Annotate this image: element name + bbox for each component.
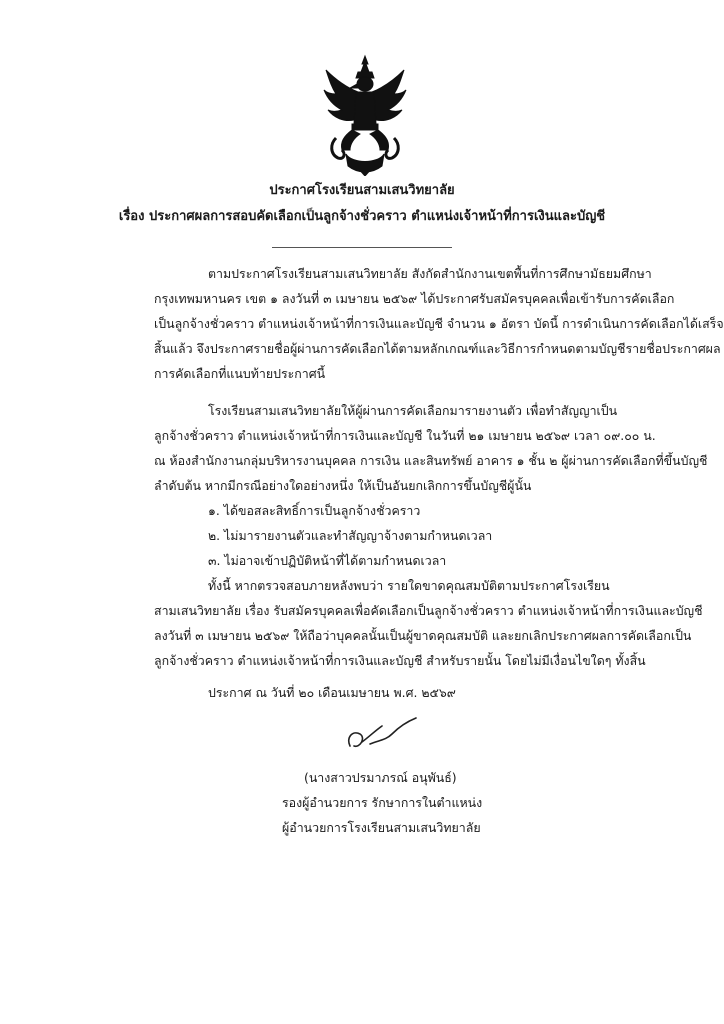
paragraph-1-line: สิ้นแล้ว จึงประกาศรายชื่อผู้ผ่านการคัดเลือกได้ตามหลักเกณฑ์และวิธีการกำหนดตามบัญชีรายชื่อประกาศผล [154, 341, 721, 356]
paragraph-2-line: ลูกจ้างชั่วคราว ตำแหน่งเจ้าหน้าที่การเงินและบัญชี ในวันที่ ๒๑ เมษายน ๒๕๖๙ เวลา ๐๙.๐๐ น. [154, 428, 656, 443]
paragraph-3-line: ทั้งนี้ หากตรวจสอบภายหลังพบว่า รายใดขาดคุณสมบัติตามประกาศโรงเรียน [208, 578, 610, 593]
paragraph-3-line: ลูกจ้างชั่วคราว ตำแหน่งเจ้าหน้าที่การเงินและบัญชี สำหรับรายนั้น โดยไม่มีเงื่อนไขใดๆ ทั้งสิ้น [154, 653, 646, 668]
paragraph-1-line: เป็นลูกจ้างชั่วคราว ตำแหน่งเจ้าหน้าที่การเงินและบัญชี จำนวน ๑ อัตรา บัดนี้ การดำเนินการคัดเลือกได้เสร็จ [154, 316, 724, 331]
signer-position: ผู้อำนวยการโรงเรียนสามเสนวิทยาลัย [282, 820, 481, 835]
paragraph-2-line: ณ ห้องสำนักงานกลุ่มบริหารงานบุคคล การเงิน และสินทรัพย์ อาคาร ๑ ชั้น ๒ ผู้ผ่านการคัดเลือกที่ขึ้นบัญชี [154, 453, 708, 468]
announcement-title: ประกาศโรงเรียนสามเสนวิทยาลัย [269, 183, 455, 198]
title-divider [272, 247, 452, 248]
paragraph-2-line: โรงเรียนสามเสนวิทยาลัยให้ผู้ผ่านการคัดเลือกมารายงานตัว เพื่อทำสัญญาเป็น [208, 403, 618, 418]
paragraph-3-line: ลงวันที่ ๓ เมษายน ๒๕๖๙ ให้ถือว่าบุคคลนั้นเป็นผู้ขาดคุณสมบัติ และยกเลิกประกาศผลการคัดเลือกเป็น [154, 628, 692, 643]
paragraph-1-line: การคัดเลือกที่แนบท้ายประกาศนี้ [154, 366, 326, 381]
signer-name: (นางสาวปรมาภรณ์ อนุพันธ์) [304, 770, 457, 785]
condition-list-item: ๒. ไม่มารายงานตัวและทำสัญญาจ้างตามกำหนดเวลา [208, 528, 493, 543]
paragraph-2-line: ลำดับต้น หากมีกรณีอย่างใดอย่างหนึ่ง ให้เป็นอันยกเลิกการขึ้นบัญชีผู้นั้น [154, 478, 532, 493]
handwritten-signature [340, 712, 420, 758]
paragraph-3-line: สามเสนวิทยาลัย เรื่อง รับสมัครบุคคลเพื่อคัดเลือกเป็นลูกจ้างชั่วคราว ตำแหน่งเจ้าหน้าที่การเงินและบัญชี [154, 603, 703, 618]
paragraph-1-line: ตามประกาศโรงเรียนสามเสนวิทยาลัย สังกัดสำนักงานเขตพื้นที่การศึกษามัธยมศึกษา [208, 266, 652, 281]
signer-position: รองผู้อำนวยการ รักษาการในตำแหน่ง [282, 795, 483, 810]
condition-list-item: ๓. ไม่อาจเข้าปฏิบัติหน้าที่ได้ตามกำหนดเวลา [208, 553, 447, 568]
paragraph-1-line: กรุงเทพมหานคร เขต ๑ ลงวันที่ ๓ เมษายน ๒๕๖๙ ได้ประกาศรับสมัครบุคคลเพื่อเข้ารับการคัดเลือก [154, 291, 675, 306]
announcement-subject: เรื่อง ประกาศผลการสอบคัดเลือกเป็นลูกจ้างชั่วคราว ตำแหน่งเจ้าหน้าที่การเงินและบัญชี [118, 209, 606, 224]
garuda-emblem-icon [322, 54, 408, 176]
condition-list-item: ๑. ได้ขอสละสิทธิ์การเป็นลูกจ้างชั่วคราว [208, 503, 421, 518]
announce-date: ประกาศ ณ วันที่ ๒๐ เดือนเมษายน พ.ศ. ๒๕๖๙ [208, 685, 456, 700]
